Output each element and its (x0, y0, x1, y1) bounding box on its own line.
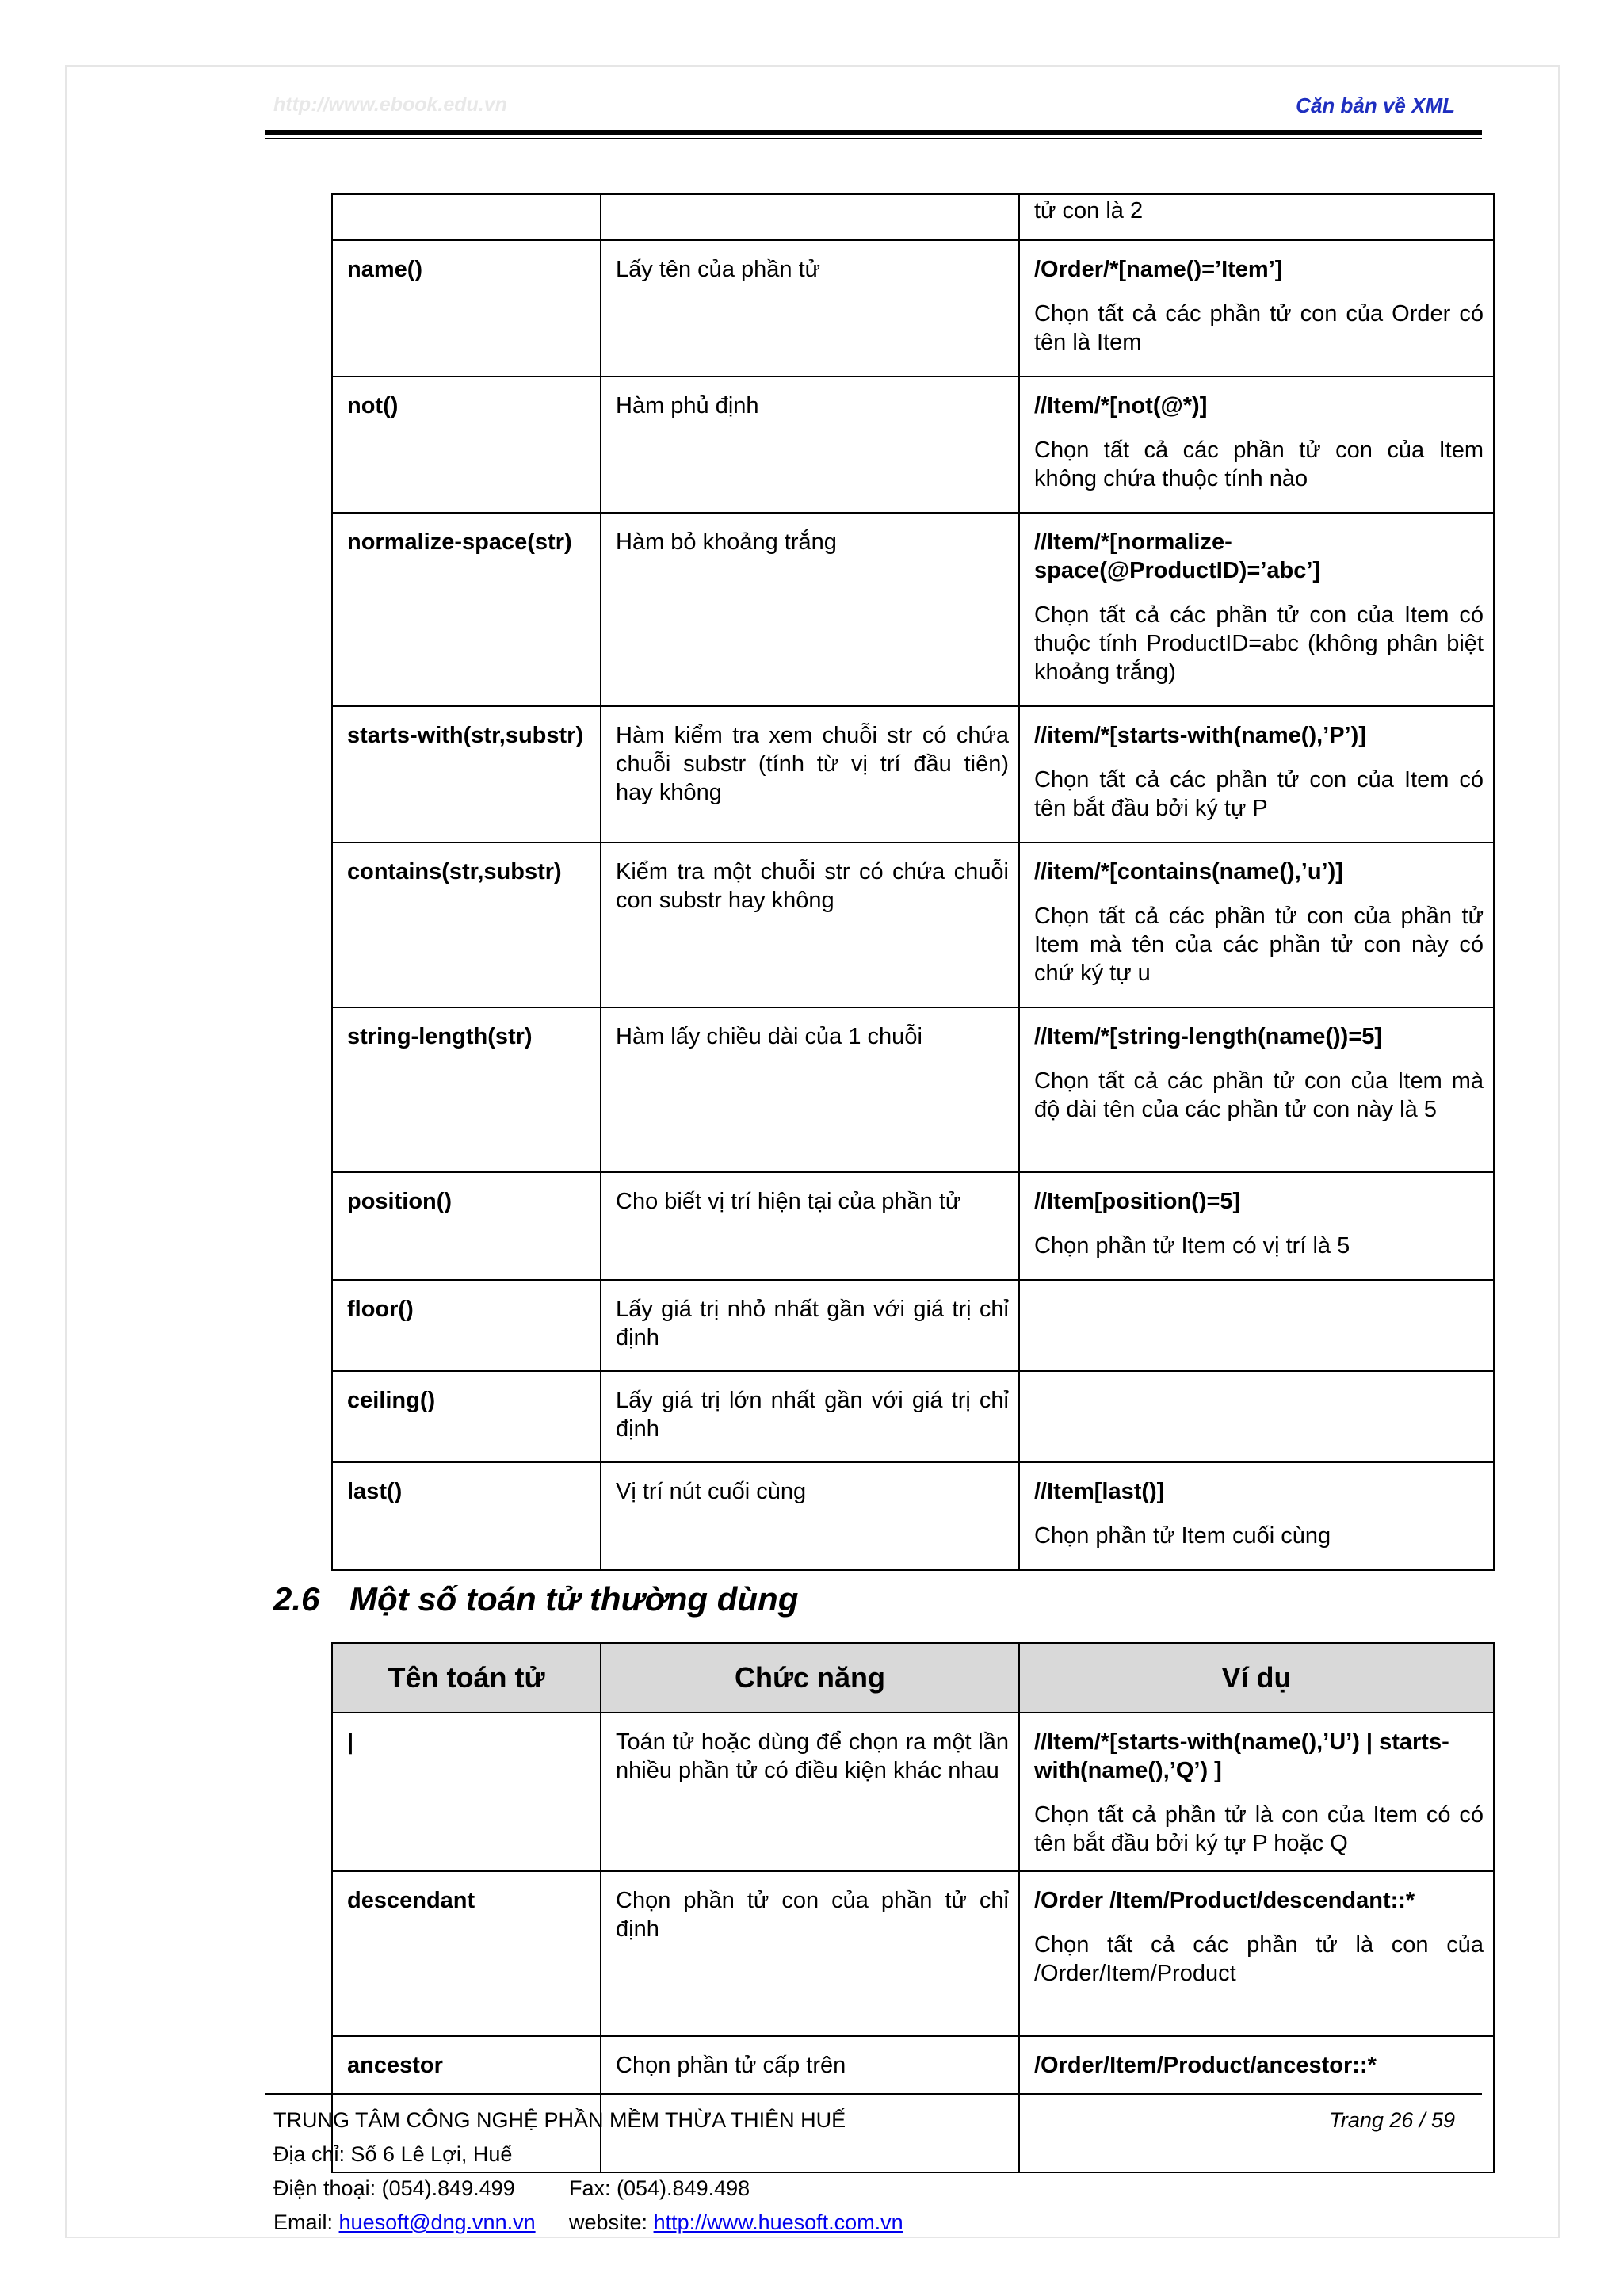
table-row (332, 706, 1494, 842)
cell-name: normalize-space(str) (332, 513, 601, 706)
cell-example (1019, 194, 1494, 240)
footer-email (273, 2210, 536, 2235)
table-row (332, 1871, 1494, 2036)
example-code: /Order/*[name()=’Item’] (1034, 257, 1283, 282)
cell-example (1019, 1007, 1494, 1172)
example-code: //Item/*[starts-with(name(),’U’) | starts-with(name(),’Q’) ] (1034, 1729, 1449, 1783)
cell-description: Kiểm tra một chuỗi str có chứa chuỗi con substr hay không (601, 842, 1019, 1007)
example-code: //item/*[contains(name(),’u’)] (1034, 859, 1343, 884)
example-code: /Order/Item/Product/ancestor::* (1034, 2053, 1377, 2078)
cell-name: ancestor (332, 2036, 601, 2172)
cell-example (1019, 1713, 1494, 1871)
example-code: //Item[last()] (1034, 1479, 1165, 1504)
example-text: Chọn phần tử Item có vị trí là 5 (1034, 1233, 1350, 1259)
example-code: //Item[position()=5] (1034, 1189, 1241, 1214)
example-code: /Order /Item/Product/descendant::* (1034, 1888, 1415, 1913)
cell-description (601, 194, 1019, 240)
cell-example (1019, 1172, 1494, 1280)
cell-name: descendant (332, 1871, 601, 2036)
footer-address: Địa chỉ: Số 6 Lê Lợi, Huế (273, 2142, 513, 2166)
cell-example (1019, 240, 1494, 376)
header-function: Chức năng (601, 1643, 1019, 1713)
header-book-title: Căn bản về XML (1296, 94, 1455, 117)
table-row (332, 376, 1494, 513)
operators-table-header (332, 1643, 1494, 1713)
section-heading (273, 1580, 798, 1618)
cell-example (1019, 1462, 1494, 1570)
table-row (332, 1462, 1494, 1570)
header-rule-thick (265, 130, 1482, 135)
footer-website (569, 2210, 903, 2235)
example-code: //Item/*[not(@*)] (1034, 393, 1208, 418)
table-row (332, 513, 1494, 706)
cell-description: Toán tử hoặc dùng để chọn ra một lần nhiều phần tử có điều kiện khác nhau (601, 1713, 1019, 1871)
footer-email-label: Email: (273, 2210, 339, 2234)
table-row (332, 1172, 1494, 1280)
example-text: Chọn tất cả các phần tử con của Item có tên bắt đầu bởi ký tự P (1034, 767, 1484, 821)
cell-name: | (332, 1713, 601, 1871)
table-row (332, 1713, 1494, 1871)
cell-description: Vị trí nút cuối cùng (601, 1462, 1019, 1570)
footer-page-number: Trang 26 / 59 (1329, 2108, 1455, 2132)
table-row (332, 1371, 1494, 1462)
footer-phone: Điện thoại: (054).849.499 (273, 2176, 515, 2200)
cell-name: last() (332, 1462, 601, 1570)
cell-name: contains(str,substr) (332, 842, 601, 1007)
cell-example (1019, 842, 1494, 1007)
cell-name: position() (332, 1172, 601, 1280)
footer-email-link[interactable]: huesoft@dng.vnn.vn (338, 2210, 536, 2234)
cell-name: name() (332, 240, 601, 376)
footer-fax: Fax: (054).849.498 (569, 2176, 750, 2200)
cell-example (1019, 1371, 1494, 1462)
cell-description: Lấy tên của phần tử (601, 240, 1019, 376)
table-row (332, 240, 1494, 376)
cell-description: Chọn phần tử con của phần tử chỉ định (601, 1871, 1019, 2036)
cell-description: Chọn phần tử cấp trên (601, 2036, 1019, 2172)
header-rule-thin (265, 138, 1482, 139)
example-text: Chọn tất cả các phần tử là con của /Order/Item/Product (1034, 1932, 1484, 1986)
example-text: Chọn tất cả phần tử là con của Item có có tên bắt đầu bởi ký tự P hoặc Q (1034, 1802, 1484, 1856)
cell-name: ceiling() (332, 1371, 601, 1462)
cell-name: floor() (332, 1280, 601, 1371)
cell-description: Cho biết vị trí hiện tại của phần tử (601, 1172, 1019, 1280)
example-code: //item/*[starts-with(name(),’P’)] (1034, 723, 1366, 748)
cell-name: not() (332, 376, 601, 513)
footer-organization: TRUNG TÂM CÔNG NGHỆ PHẦN MỀM THỪA THIÊN HUẾ (273, 2108, 846, 2132)
cell-example (1019, 376, 1494, 513)
cell-description: Hàm bỏ khoảng trắng (601, 513, 1019, 706)
cell-description: Lấy giá trị lớn nhất gần với giá trị chỉ định (601, 1371, 1019, 1462)
section-title: Một số toán tử thường dùng (349, 1580, 799, 1618)
cell-description: Hàm kiểm tra xem chuỗi str có chứa chuỗi substr (tính từ vị trí đầu tiên) hay không (601, 706, 1019, 842)
footer-website-label: website: (569, 2210, 654, 2234)
cell-name: string-length(str) (332, 1007, 601, 1172)
header-operator-name: Tên toán tử (332, 1643, 601, 1713)
cell-example (1019, 2036, 1494, 2172)
example-code: //Item/*[string-length(name())=5] (1034, 1024, 1383, 1049)
example-text: Chọn tất cả các phần tử con của Item mà độ dài tên của các phần tử con này là 5 (1034, 1068, 1484, 1122)
example-text: Chọn tất cả các phần tử con của Order có tên là Item (1034, 301, 1484, 355)
example-text: Chọn tất cả các phần tử con của Item có thuộc tính ProductID=abc (không phân biệt khoảng trắng) (1034, 602, 1484, 685)
example-text: Chọn tất cả các phần tử con của Item không chứa thuộc tính nào (1034, 437, 1484, 491)
cell-description: Lấy giá trị nhỏ nhất gần với giá trị chỉ định (601, 1280, 1019, 1371)
example-text: Chọn tất cả các phần tử con của phần tử Item mà tên của các phần tử con này có chứ ký tự u (1034, 904, 1484, 986)
cell-example (1019, 1871, 1494, 2036)
cell-example (1019, 706, 1494, 842)
cell-name: starts-with(str,substr) (332, 706, 601, 842)
table-row (332, 1007, 1494, 1172)
footer-rule (265, 2093, 1482, 2095)
example-code: //Item/*[normalize-space(@ProductID)=’abc’] (1034, 529, 1321, 583)
functions-table (331, 193, 1495, 1571)
cell-name (332, 194, 601, 240)
table-row (332, 1280, 1494, 1371)
section-number: 2.6 (273, 1580, 320, 1618)
header-example: Ví dụ (1019, 1643, 1494, 1713)
header-site-url: http://www.ebook.edu.vn (273, 94, 507, 116)
cell-description: Hàm lấy chiều dài của 1 chuỗi (601, 1007, 1019, 1172)
example-text: tử con là 2 (1034, 198, 1144, 223)
table-row (332, 842, 1494, 1007)
cell-example (1019, 1280, 1494, 1371)
footer-website-link[interactable]: http://www.huesoft.com.vn (653, 2210, 903, 2234)
example-text: Chọn phần tử Item cuối cùng (1034, 1523, 1331, 1549)
table-row (332, 194, 1494, 240)
cell-example (1019, 513, 1494, 706)
cell-description: Hàm phủ định (601, 376, 1019, 513)
